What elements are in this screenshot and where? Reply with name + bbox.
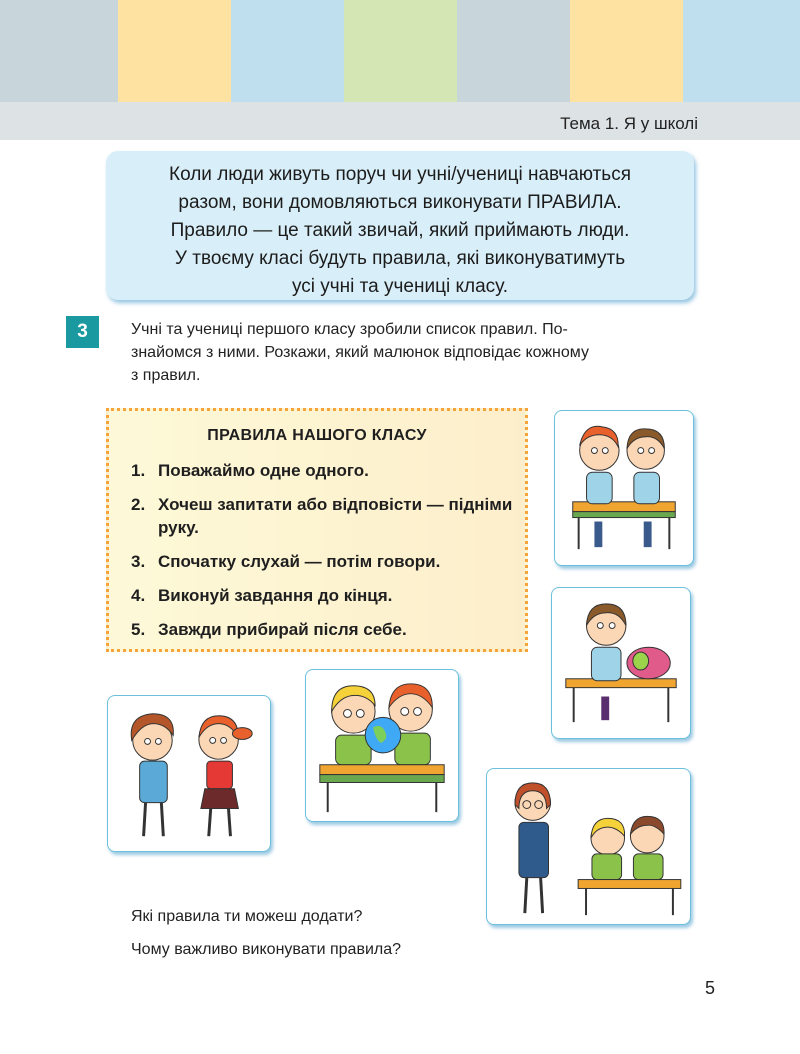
rule-number: 3. [131, 552, 146, 571]
rule-item [131, 618, 525, 641]
task-line: знайомся з ними. Розкажи, який малюнок відповідає кожному [131, 344, 589, 361]
question-why-rules: Чому важливо виконувати правила? [131, 941, 402, 958]
stripe [683, 0, 800, 102]
rule-text: Поважаймо одне одного. [158, 461, 369, 480]
task-instruction [131, 318, 721, 387]
topic-title: Тема 1. Я у школі [560, 114, 698, 133]
stripe [0, 0, 118, 102]
intro-line: Коли люди живуть поруч чи учні/учениці навчаються [169, 164, 631, 185]
illustration-pupils-at-desk [554, 410, 694, 566]
rule-text: Хочеш запитати або відповісти — підніми руку. [158, 495, 513, 537]
rule-text: Завжди прибирай після себе. [158, 620, 407, 639]
rules-title: ПРАВИЛА НАШОГО КЛАСУ [207, 427, 427, 444]
stripe [570, 0, 683, 102]
rule-item [131, 493, 525, 539]
intro-line: У твоєму класі будуть правила, які виконуватимуть [174, 248, 626, 269]
intro-line: разом, вони домовляються виконувати ПРАВИЛА. [178, 192, 622, 213]
rule-number: 5. [131, 620, 146, 639]
rule-number: 2. [131, 495, 146, 514]
header-color-stripes [0, 0, 800, 102]
intro-line: усі учні та учениці класу. [291, 276, 509, 297]
illustration-teacher-and-pupils [486, 768, 691, 925]
intro-info-box [106, 151, 694, 300]
task-line: Учні та учениці першого класу зробили список правил. По- [131, 321, 568, 338]
task-line: з правил. [131, 367, 201, 384]
question-add-rules: Які правила ти можеш додати? [131, 908, 363, 925]
intro-line: Правило — це такий звичай, який приймають люди. [170, 220, 630, 241]
rule-item [131, 550, 525, 573]
rule-item [131, 584, 525, 607]
rule-item [131, 459, 525, 482]
illustration-girl-packing-backpack [551, 587, 691, 739]
rule-text: Спочатку слухай — потім говори. [158, 552, 441, 571]
illustration-pupils-with-globe [305, 669, 459, 822]
illustration-children-talking [107, 695, 271, 852]
stripe [457, 0, 570, 102]
rule-number: 1. [131, 461, 146, 480]
page-number: 5 [705, 978, 716, 998]
stripe [344, 0, 457, 102]
stripe [118, 0, 231, 102]
rule-number: 4. [131, 586, 146, 605]
task-number-badge: 3 [66, 316, 99, 348]
rule-text: Виконуй завдання до кінця. [158, 586, 393, 605]
stripe [231, 0, 344, 102]
class-rules-box [106, 408, 528, 652]
